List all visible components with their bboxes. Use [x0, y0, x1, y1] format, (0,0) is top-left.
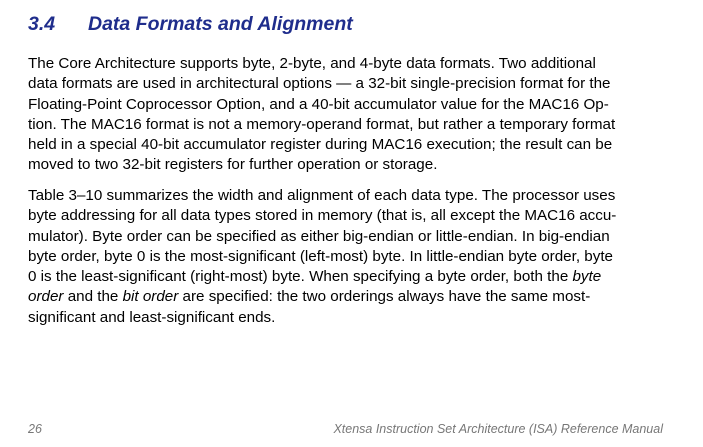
text-line: byte order, byte 0 is the most-significant (left-most) byte. In little-endian byte order, byte [28, 247, 613, 265]
text-line [28, 267, 678, 287]
manual-title: Xtensa Instruction Set Architecture (ISA) Reference Manual [333, 422, 663, 436]
section-heading [28, 13, 353, 36]
paragraph-data-formats [28, 54, 678, 176]
page-number: 26 [28, 422, 42, 436]
emphasis-byte: byte [572, 268, 602, 286]
text-line: Table 3–10 summarizes the width and alignment of each data type. The processor uses [28, 187, 616, 204]
text-line: Floating-Point Coprocessor Option, and a 40-bit accumulator value for the MAC16 Op- [28, 95, 609, 113]
text-line: data formats are used in architectural options — a 32-bit single-precision format for the [28, 75, 611, 93]
text-line: The Core Architecture supports byte, 2-byte, and 4-byte data formats. Two additional [28, 55, 596, 72]
emphasis-bit-order: bit order [122, 288, 179, 306]
text-line: moved to two 32-bit registers for further operation or storage. [28, 156, 438, 174]
text-line: significant and least-significant ends. [28, 308, 276, 326]
section-title: Data Formats and Alignment [88, 13, 353, 35]
section-number: 3.4 [28, 13, 56, 35]
emphasis-order: order [28, 288, 64, 306]
text-line: tion. The MAC16 format is not a memory-operand format, but rather a temporary format [28, 115, 616, 133]
text-run: are specified: the two orderings always have the same most- [178, 288, 591, 306]
text-line [28, 287, 678, 307]
text-line: held in a special 40-bit accumulator register during MAC16 execution; the result can be [28, 136, 613, 154]
text-line: mulator). Byte order can be specified as either big-endian or little-endian. In big-endian [28, 227, 610, 245]
paragraph-byte-order [28, 186, 678, 328]
text-line: byte addressing for all data types stored in memory (that is, all except the MAC16 accu- [28, 207, 617, 225]
text-run: 0 is the least-significant (right-most) byte. When specifying a byte order, both the [28, 268, 573, 286]
text-run: and the [63, 288, 123, 306]
